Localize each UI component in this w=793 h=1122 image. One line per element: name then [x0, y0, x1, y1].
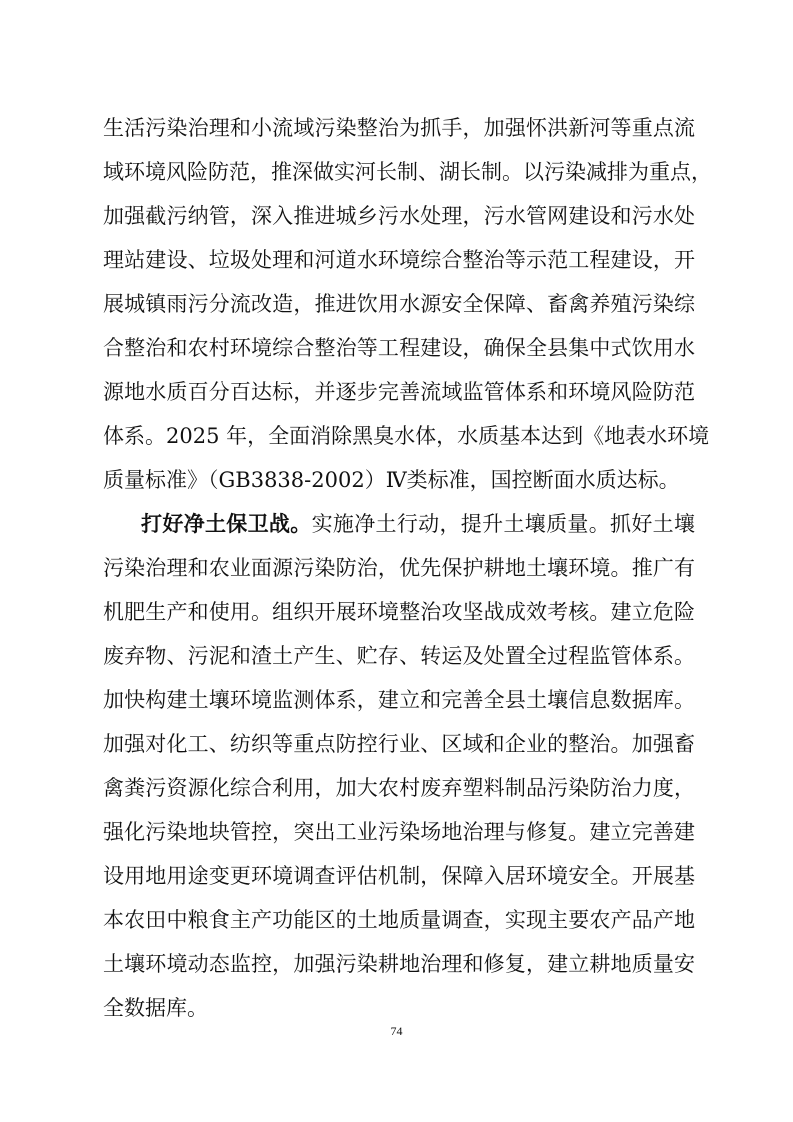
paragraph-2-line-6: 加强对化工、纺织等重点防控行业、区域和企业的整治。加强畜: [103, 732, 695, 756]
page-number: 74: [390, 1024, 403, 1038]
paragraph-1-line-2: 域环境风险防范，推深做实河长制、湖长制。以污染减排为重点，: [103, 160, 712, 184]
paragraph-1-line-3: 加强截污纳管，深入推进城乡污水处理，污水管网建设和污水处: [103, 204, 695, 228]
paragraph-2-line-1-text: 实施净土行动，提升土壤质量。抓好土壤: [311, 512, 696, 536]
paragraph-2-line-12: 全数据库。: [103, 996, 208, 1020]
paragraph-2-line-2: 污染治理和农业面源污染防治，优先保护耕地土壤环境。推广有: [103, 556, 695, 580]
paragraph-2-line-5: 加快构建土壤环境监测体系，建立和完善全县土壤信息数据库。: [103, 688, 695, 712]
paragraph-2-line-11: 土壤环境动态监控，加强污染耕地治理和修复，建立耕地质量安: [103, 952, 695, 976]
paragraph-1-line-9: 质量标准》（GB3838-2002）Ⅳ类标准，国控断面水质达标。: [103, 468, 680, 492]
paragraph-2-line-4: 废弃物、污泥和渣土产生、贮存、转运及处置全过程监管体系。: [103, 644, 695, 668]
paragraph-2-line-8: 强化污染地块管控，突出工业污染场地治理与修复。建立完善建: [103, 820, 695, 844]
paragraph-2-line-7: 禽粪污资源化综合利用，加大农村废弃塑料制品污染防治力度，: [103, 776, 695, 800]
paragraph-1-line-7: 源地水质百分百达标，并逐步完善流域监管体系和环境风险防范: [103, 380, 695, 404]
paragraph-1-line-5: 展城镇雨污分流改造，推进饮用水源安全保障、畜禽养殖污染综: [103, 292, 695, 316]
paragraph-1-line-4: 理站建设、垃圾处理和河道水环境综合整治等示范工程建设，开: [103, 248, 695, 272]
paragraph-1-line-8: 体系。2025 年，全面消除黑臭水体，水质基本达到《地表水环境: [103, 424, 710, 448]
paragraph-2-lead-heading: 打好净土保卫战。: [141, 511, 312, 536]
paragraph-2-line-1: [141, 509, 695, 539]
paragraph-2-line-3: 机肥生产和使用。组织开展环境整治攻坚战成效考核。建立危险: [103, 600, 695, 624]
paragraph-2-line-9: 设用地用途变更环境调查评估机制，保障入居环境安全。开展基: [103, 864, 695, 888]
paragraph-1-line-6: 合整治和农村环境综合整治等工程建设，确保全县集中式饮用水: [103, 336, 695, 360]
paragraph-2-line-10: 本农田中粮食主产功能区的土地质量调查，实现主要农产品产地: [103, 908, 695, 932]
paragraph-1-line-1: 生活污染治理和小流域污染整治为抓手，加强怀洪新河等重点流: [103, 116, 695, 140]
